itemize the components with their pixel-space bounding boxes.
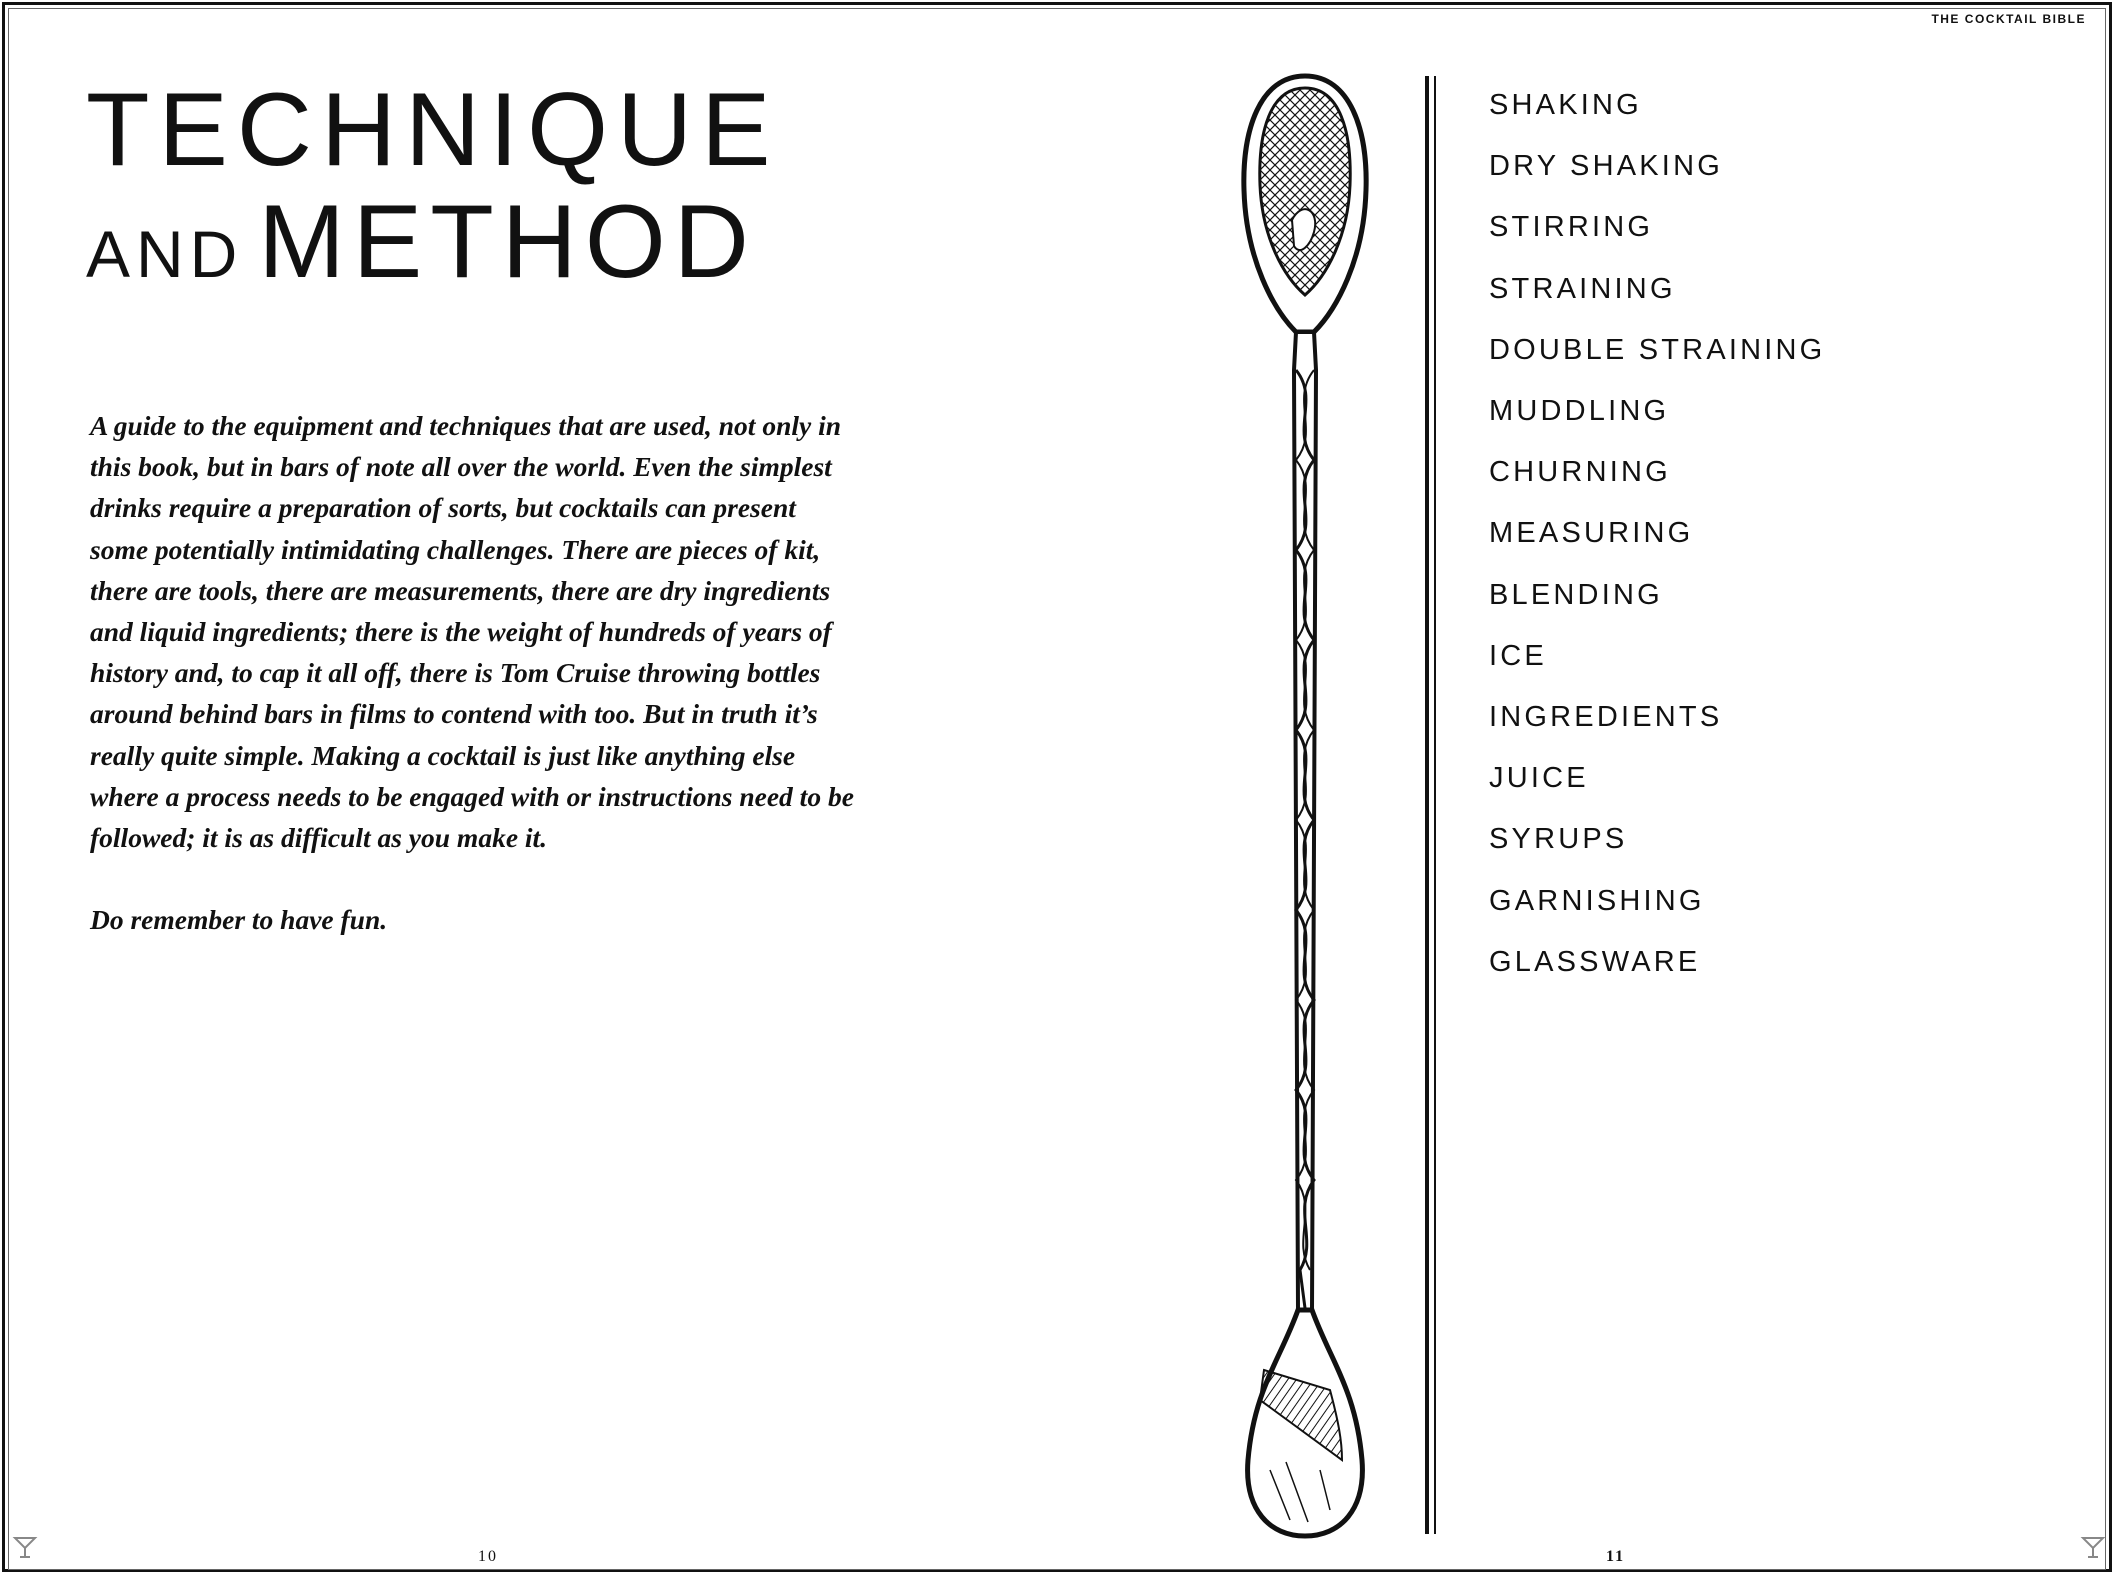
chapter-title <box>86 72 780 300</box>
topic-item: CHURNING <box>1489 456 1671 489</box>
cocktail-glass-icon <box>2080 1534 2106 1560</box>
title-word-method: METHOD <box>258 184 757 300</box>
topic-item: SHAKING <box>1489 89 1642 121</box>
bar-spoon-icon <box>1230 70 1380 1540</box>
page-number-left: 10 <box>478 1548 498 1565</box>
intro-text <box>90 405 860 940</box>
title-word-and: AND <box>86 217 244 291</box>
topic-item: JUICE <box>1489 762 1589 795</box>
intro-paragraph: A guide to the equipment and techniques that are used, not only in this book, but in bars of note all over the world. Even the simplest drinks require a preparation of sorts, but cocktails can present some potentially intimidating challenges. There are pieces of kit, there are tools, there are measurements, there are dry ingredients and liquid ingredients; there is the weight of hundreds of years of history and, to cap it all off, there is Tom Cruise throwing bottles around behind bars in films to contend with too. But in truth it’s really quite simple. Making a cocktail is just like anything else where a process needs to be engaged with or instructions need to be followed; it is as difficult as you make it. <box>90 410 854 854</box>
topic-item: GARNISHING <box>1489 884 1705 917</box>
topic-item: STIRRING <box>1489 211 1654 244</box>
intro-closing: Do remember to have fun. <box>90 904 388 936</box>
cocktail-glass-icon <box>12 1534 38 1560</box>
topic-item: DOUBLE STRAINING <box>1489 333 1826 366</box>
topic-item: ICE <box>1489 639 1547 672</box>
topics-list <box>1489 75 1825 993</box>
topic-item: STRAINING <box>1489 272 1676 305</box>
topic-item: MEASURING <box>1489 517 1694 550</box>
page-number-right: 11 <box>1606 1548 1626 1565</box>
divider-rule <box>1425 76 1429 1534</box>
title-line-method <box>86 184 779 300</box>
title-line-technique: TECHNIQUE <box>86 72 780 188</box>
topic-item: DRY SHAKING <box>1489 150 1723 183</box>
topic-item: MUDDLING <box>1489 395 1670 428</box>
topic-item: INGREDIENTS <box>1489 701 1723 734</box>
topic-item: BLENDING <box>1489 578 1663 611</box>
running-head: THE COCKTAIL BIBLE <box>1931 12 2086 26</box>
topic-item: SYRUPS <box>1489 823 1628 856</box>
divider-rule-thin <box>1434 76 1436 1534</box>
topic-item: GLASSWARE <box>1489 945 1701 978</box>
